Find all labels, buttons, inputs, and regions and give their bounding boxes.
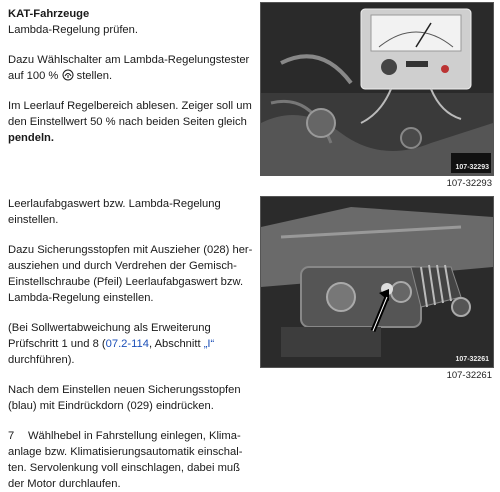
lambda-tester-symbol-icon — [62, 69, 74, 86]
text-line: durchführen). — [8, 354, 75, 366]
text-line: Dazu Wählschalter am Lambda-Regelungstester — [8, 54, 250, 66]
section-link[interactable]: „I“ — [203, 338, 215, 350]
text-line: Lambda-Regelung einstellen. — [8, 292, 154, 304]
reference-link[interactable]: 07.2-114 — [105, 338, 149, 350]
figure-caption: 107-32293 — [446, 178, 492, 189]
text-line: Leerlaufabgaswert bzw. Lambda-Regelung — [8, 198, 221, 210]
text-line — [8, 336, 258, 352]
text-line: den Einstellwert 50 % nach beiden Seiten gleich — [8, 116, 247, 128]
text-fragment: auf 100 % — [8, 70, 59, 82]
text-line: Dazu Sicherungsstopfen mit Auszieher (028) her- — [8, 244, 253, 256]
text-line: der Motor durchlaufen. — [8, 478, 121, 490]
section-heading: KAT-Fahrzeuge — [8, 8, 90, 20]
text-fragment: stellen. — [76, 70, 113, 82]
text-line: einstellen. — [8, 214, 59, 226]
figure-caption: 107-32261 — [446, 370, 492, 381]
photo-lambda-tester — [260, 2, 494, 176]
figure-id-in-photo: 107-32293 — [455, 164, 489, 171]
text-line: (blau) mit Eindrückdorn (029) eindrücken. — [8, 400, 214, 412]
text-line — [8, 68, 258, 86]
text-fragment: , Abschnitt — [148, 338, 204, 350]
text-line: pendeln. — [8, 132, 54, 144]
figure-id-in-photo: 107-32261 — [455, 356, 489, 363]
text-line: anlage bzw. Klimatisierungsautomatik einschal- — [8, 446, 243, 458]
text-line: Lambda-Regelung prüfen. — [8, 24, 138, 36]
text-line: ten. Servolenkung voll einschlagen, dabei muß — [8, 462, 240, 474]
text-line: Wählhebel in Fahrstellung einlegen, Klima- — [28, 430, 241, 442]
text-fragment: Prüfschritt 1 und 8 ( — [8, 338, 106, 350]
text-line: (Bei Sollwertabweichung als Erweiterung — [8, 322, 211, 334]
photo-mixture-adjusting-screw — [260, 196, 494, 368]
text-line: Nach dem Einstellen neuen Sicherungsstopfen — [8, 384, 241, 396]
text-line: Im Leerlauf Regelbereich ablesen. Zeiger soll um — [8, 100, 252, 112]
text-line: ausziehen und durch Verdrehen der Gemisch- — [8, 260, 237, 272]
text-line: Einstellschraube (Pfeil) Leerlaufabgaswert bzw. — [8, 276, 244, 288]
step-number: 7 — [8, 430, 15, 442]
